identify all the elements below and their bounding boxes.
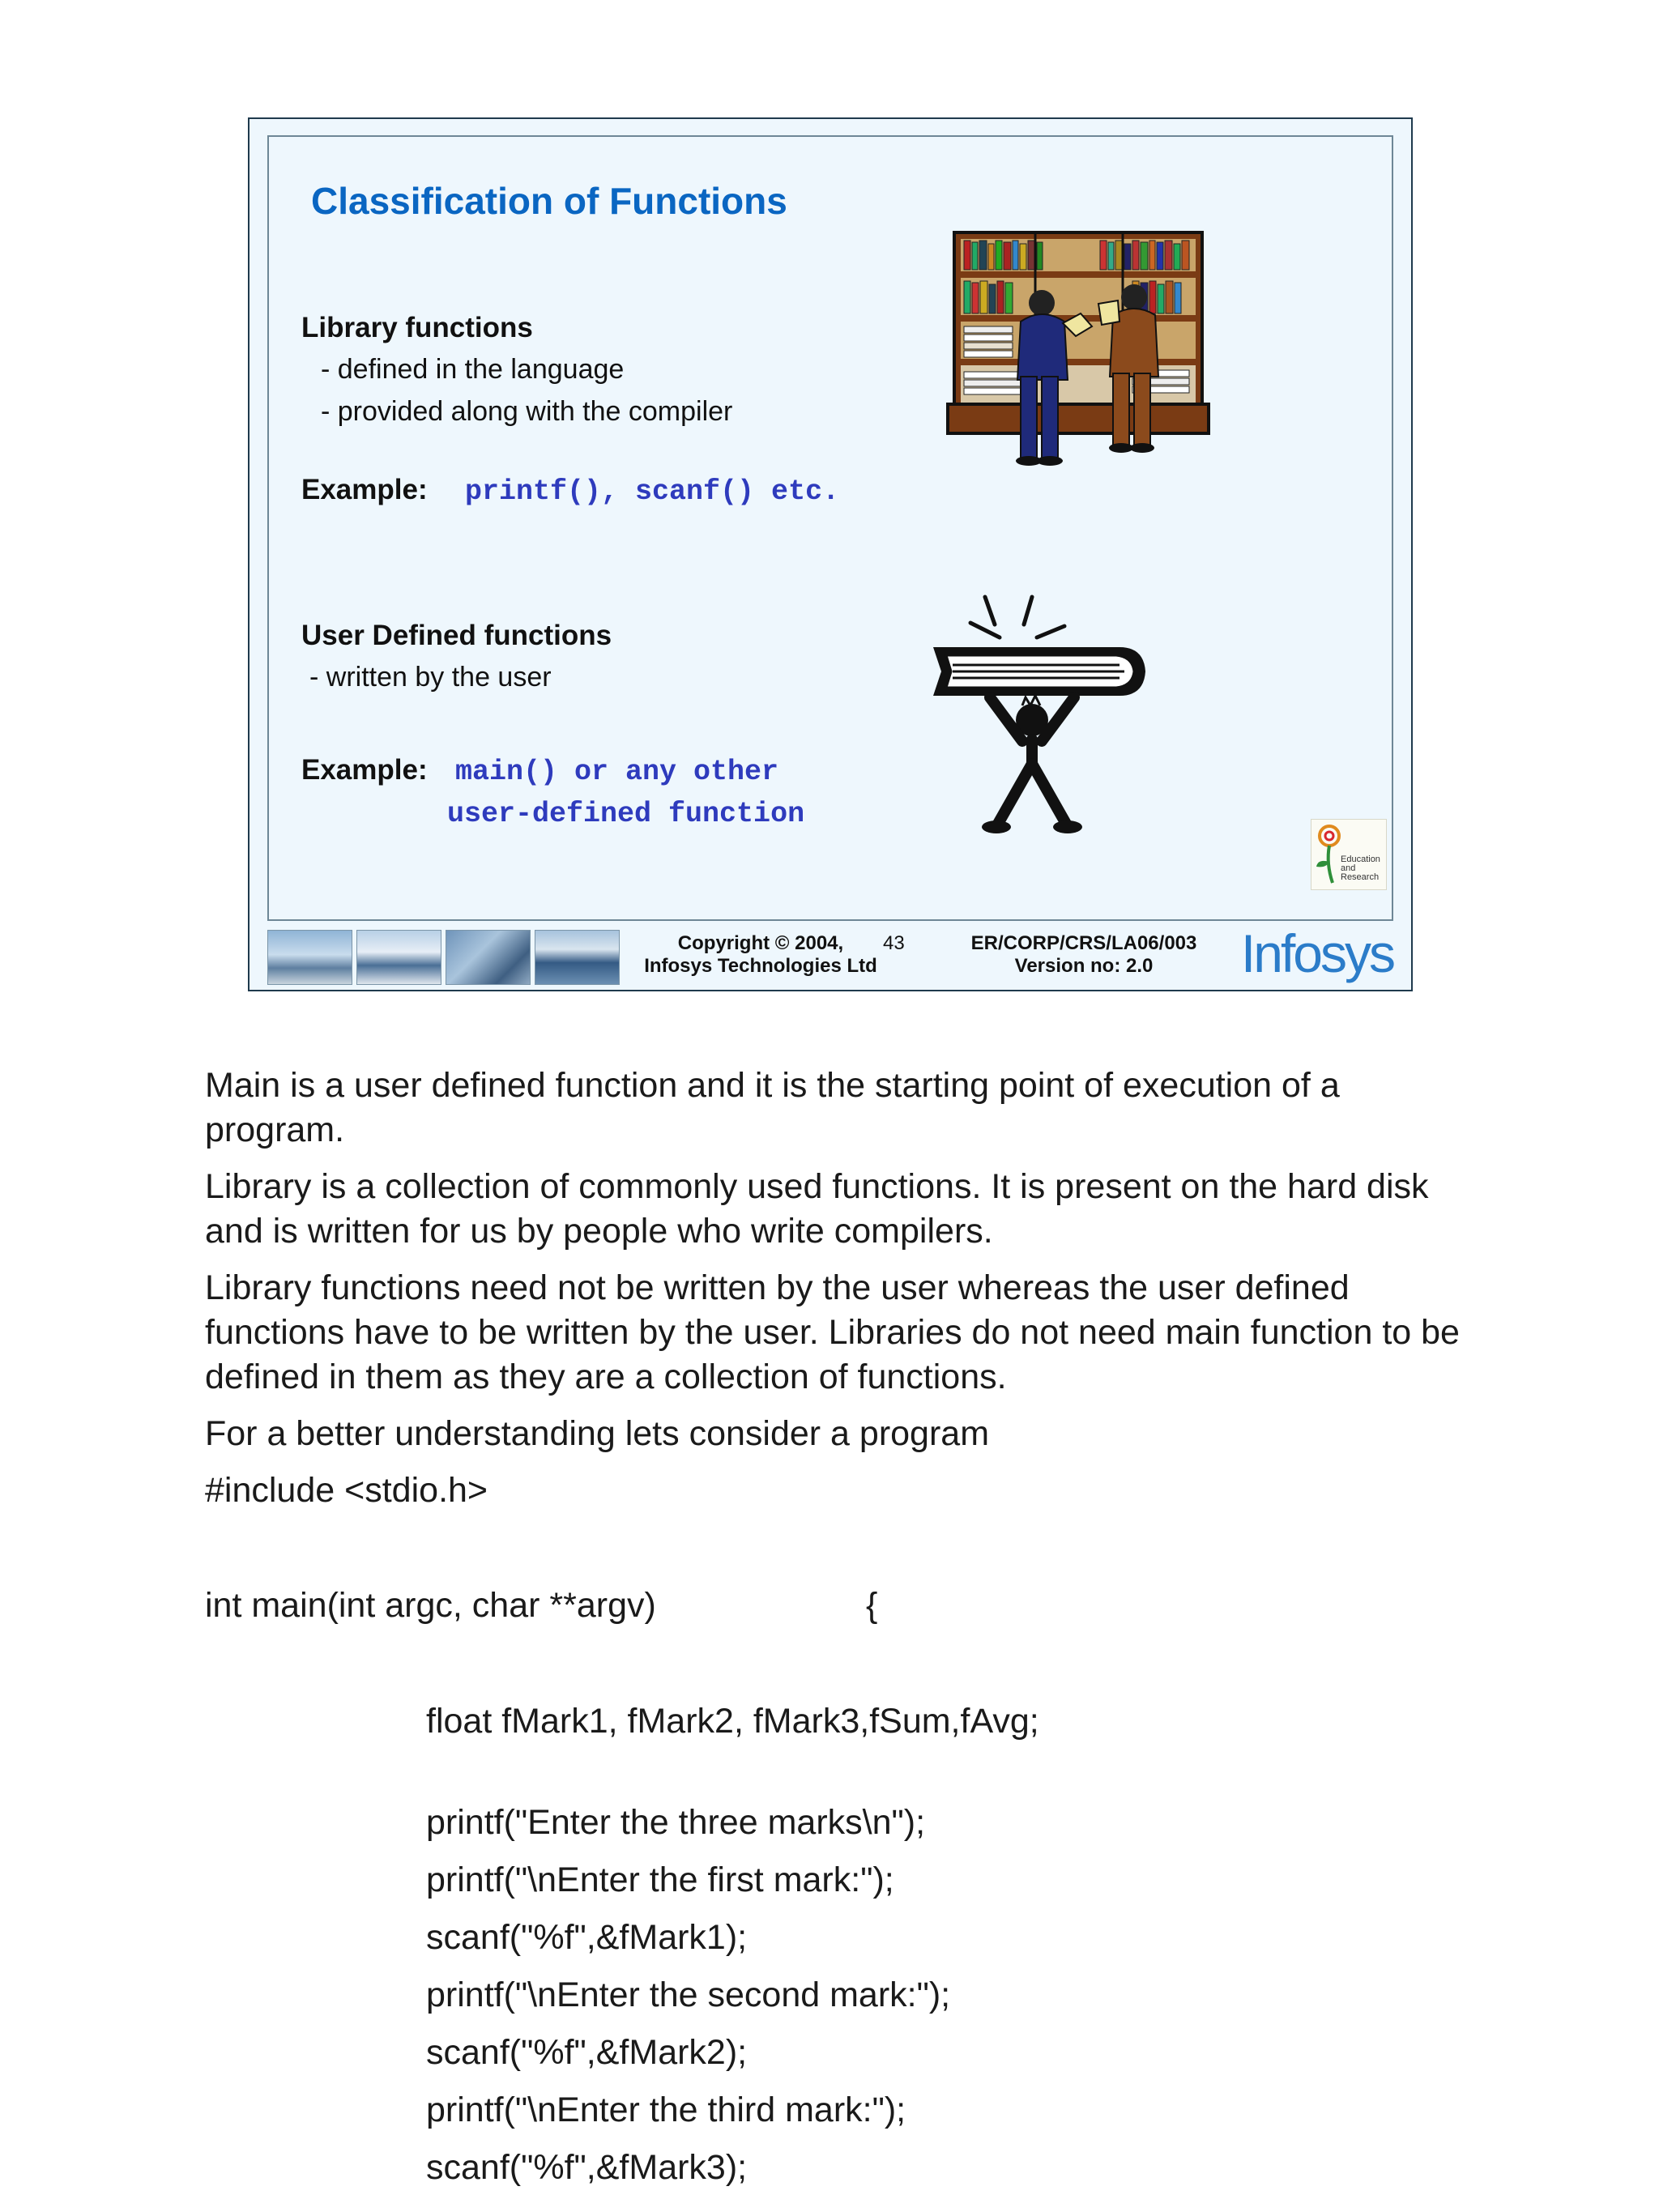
slide [248,117,1413,991]
code-line: scanf("%f",&fMark3); [426,2148,748,2187]
code-line: printf("\nEnter the second mark:"); [426,1975,951,2014]
library-point: - provided along with the compiler [321,396,733,427]
code-include-line: #include <stdio.h> [205,1471,488,1510]
badge-text: Education and Research [1341,855,1380,882]
code-line: scanf("%f",&fMark1); [426,1918,748,1957]
footer-photo [446,930,531,985]
user-example-code-line1: main() or any other [455,756,779,788]
code-open-brace: { [866,1586,878,1625]
code-line: printf("Enter the three marks\n"); [426,1803,926,1842]
notes-paragraph: Library functions need not be written by the user whereas the user defined functions have to be written by the user. Libraries do not need main function to be defined in them as they are a collection of functions. [205,1268,1460,1396]
bookshelf-illustration-icon [946,226,1222,469]
slide-footer [249,921,1411,991]
slide-title: Classification of Functions [311,180,787,222]
education-research-badge [1311,819,1387,890]
code-line: scanf("%f",&fMark2); [426,2033,748,2072]
slide-content [267,135,1393,921]
man-lifting-book-icon [917,590,1168,842]
user-example-code-line2: user-defined function [447,798,805,830]
code-line: printf("\nEnter the first mark:"); [426,1860,894,1899]
code-main-signature: int main(int argc, char **argv) [205,1586,656,1625]
footer-photo [356,930,441,985]
library-example-label: Example: [301,474,428,505]
library-point: - defined in the language [321,354,625,385]
notes-paragraph: Main is a user defined function and it is the starting point of execution of a program. [205,1066,1340,1149]
footer-photo [267,930,352,985]
infosys-logo: Infosys [1240,923,1393,983]
user-defined-functions-heading: User Defined functions [301,620,612,651]
copyright-text: Copyright © 2004, Infosys Technologies Ltd [644,932,877,977]
document-id: ER/CORP/CRS/LA06/003 Version no: 2.0 [970,932,1197,977]
user-example-label: Example: [301,754,428,786]
library-functions-heading: Library functions [301,312,533,343]
page-number: 43 [883,932,905,954]
user-defined-point: - written by the user [309,662,552,693]
notes-paragraph: Library is a collection of commonly used functions. It is present on the hard disk and is written for us by people who write compilers. [205,1167,1429,1251]
library-example-code: printf(), scanf() etc. [465,475,840,508]
footer-photo [535,930,620,985]
code-line: printf("\nEnter the third mark:"); [426,2091,906,2129]
notes-paragraph: For a better understanding lets consider a program [205,1414,990,1453]
code-line: float fMark1, fMark2, fMark3,fSum,fAvg; [426,1702,1039,1741]
